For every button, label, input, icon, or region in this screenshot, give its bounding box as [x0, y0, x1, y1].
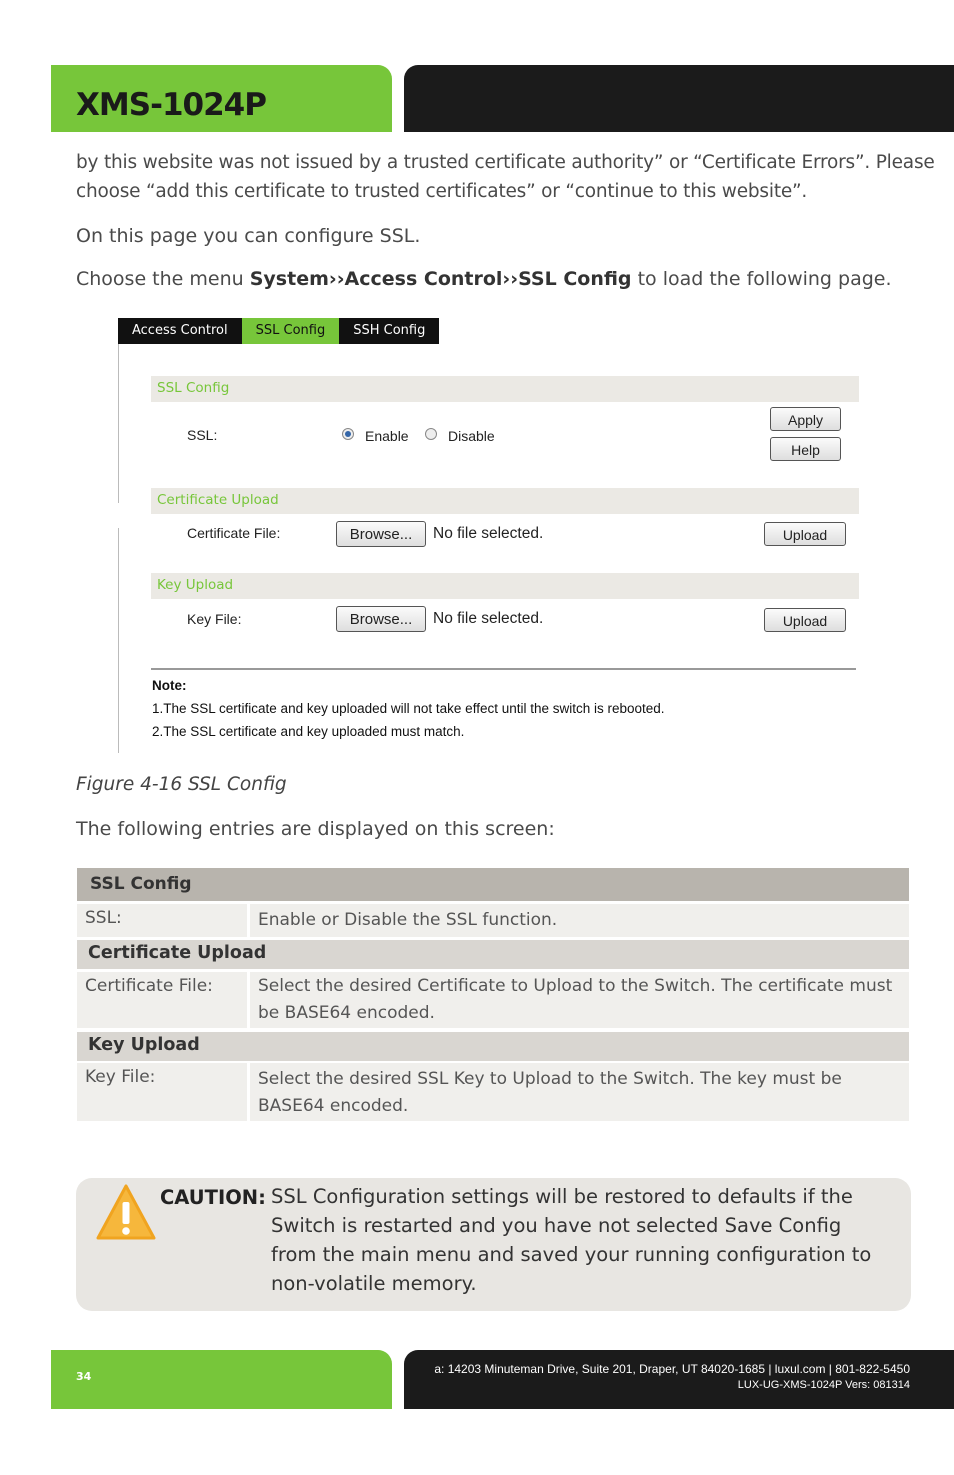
frame-divider [118, 528, 119, 753]
menu-path-paragraph [76, 265, 892, 294]
key-file-label: Key File: [187, 611, 242, 627]
entry-description: Enable or Disable the SSL function. [258, 910, 558, 930]
document-title: XMS-1024P [76, 87, 266, 123]
tab-access-control[interactable]: Access Control [118, 318, 242, 344]
apply-button[interactable]: Apply [770, 407, 841, 431]
certificate-upload-section-header [151, 488, 859, 514]
note-title: Note: [152, 678, 187, 693]
divider [151, 668, 856, 670]
footer-doc-id: LUX-UG-XMS-1024P Vers: 081314 [737, 1379, 910, 1391]
page-number: 34 [76, 1370, 92, 1383]
table-subheader [77, 940, 909, 969]
menu-path-prefix: Choose the menu [76, 268, 250, 290]
warning-icon [94, 1182, 158, 1242]
entry-description: Select the desired Certificate to Upload to the Switch. The certificate must be BASE64 encoded. [258, 976, 893, 1023]
table-intro: The following entries are displayed on this screen: [76, 818, 555, 840]
entry-name: Key File: [85, 1067, 156, 1087]
key-upload-section-header [151, 573, 859, 599]
certificate-browse-button[interactable]: Browse... [336, 521, 426, 547]
ssl-config-screenshot [118, 318, 863, 753]
footer-green-bar [51, 1350, 392, 1409]
section-title: Key Upload [157, 577, 234, 593]
intro-paragraph: by this website was not issued by a trusted certificate authority” or “Certificate Errors”. Please choose “add this certificate to trusted certificates” or “continue to this website”. [76, 152, 935, 202]
ssl-disable-radio[interactable] [425, 428, 437, 440]
ssl-enable-radio[interactable] [342, 428, 354, 440]
footer-address: a: 14203 Minuteman Drive, Suite 201, Draper, UT 84020-1685 | luxul.com | 801-822-5450 [434, 1362, 910, 1376]
table-subheader [77, 1032, 909, 1061]
note-line-2: 2.The SSL certificate and key uploaded must match. [152, 724, 465, 739]
tab-ssl-config[interactable]: SSL Config [242, 318, 340, 344]
ssl-disable-label: Disable [448, 428, 495, 444]
entry-description: Select the desired SSL Key to Upload to the Switch. The key must be BASE64 encoded. [258, 1069, 842, 1116]
intro-paragraph-2: On this page you can configure SSL. [76, 225, 421, 247]
menu-path: System››Access Control››SSL Config [249, 268, 632, 290]
section-title: SSL Config [157, 380, 230, 396]
footer-black-bar [404, 1350, 954, 1409]
table-subheader-label: Key Upload [88, 1035, 200, 1055]
ssl-config-section-header [151, 376, 859, 402]
key-file-status: No file selected. [433, 610, 544, 627]
entry-name: Certificate File: [85, 976, 213, 996]
certificate-file-label: Certificate File: [187, 525, 281, 541]
table-cell-name [77, 904, 247, 937]
frame-divider [118, 344, 119, 503]
ssl-label: SSL: [187, 427, 218, 443]
caution-label: CAUTION: [160, 1186, 266, 1209]
header-black-bar [404, 65, 954, 132]
table-cell-name [77, 1063, 247, 1121]
table-cell-name [77, 972, 247, 1028]
key-upload-button[interactable]: Upload [764, 608, 846, 632]
entry-name: SSL: [85, 908, 122, 928]
note-line-1: 1.The SSL certificate and key uploaded will not take effect until the switch is rebooted. [152, 701, 665, 716]
table-header-label: SSL Config [90, 874, 192, 894]
table-header [77, 868, 909, 901]
table-cell-desc [250, 904, 909, 937]
help-button[interactable]: Help [770, 437, 841, 461]
key-browse-button[interactable]: Browse... [336, 606, 426, 632]
certificate-upload-button[interactable]: Upload [764, 522, 846, 546]
caution-box [76, 1178, 911, 1311]
ssl-enable-label: Enable [365, 428, 409, 444]
table-subheader-label: Certificate Upload [88, 943, 267, 963]
figure-caption: Figure 4-16 SSL Config [76, 774, 287, 795]
table-cell-desc [250, 972, 909, 1028]
section-title: Certificate Upload [157, 492, 279, 508]
caution-text: SSL Configuration settings will be restored to defaults if the Switch is restarted and you have not selected Save Config from the main menu and saved your running configuration to non-volatile memory. [271, 1185, 872, 1295]
tab-bar [118, 318, 439, 344]
certificate-file-status: No file selected. [433, 525, 544, 542]
table-cell-desc [250, 1063, 909, 1121]
menu-path-suffix: to load the following page. [631, 268, 892, 290]
header-green-bar [51, 65, 392, 132]
tab-ssh-config[interactable]: SSH Config [339, 318, 439, 344]
